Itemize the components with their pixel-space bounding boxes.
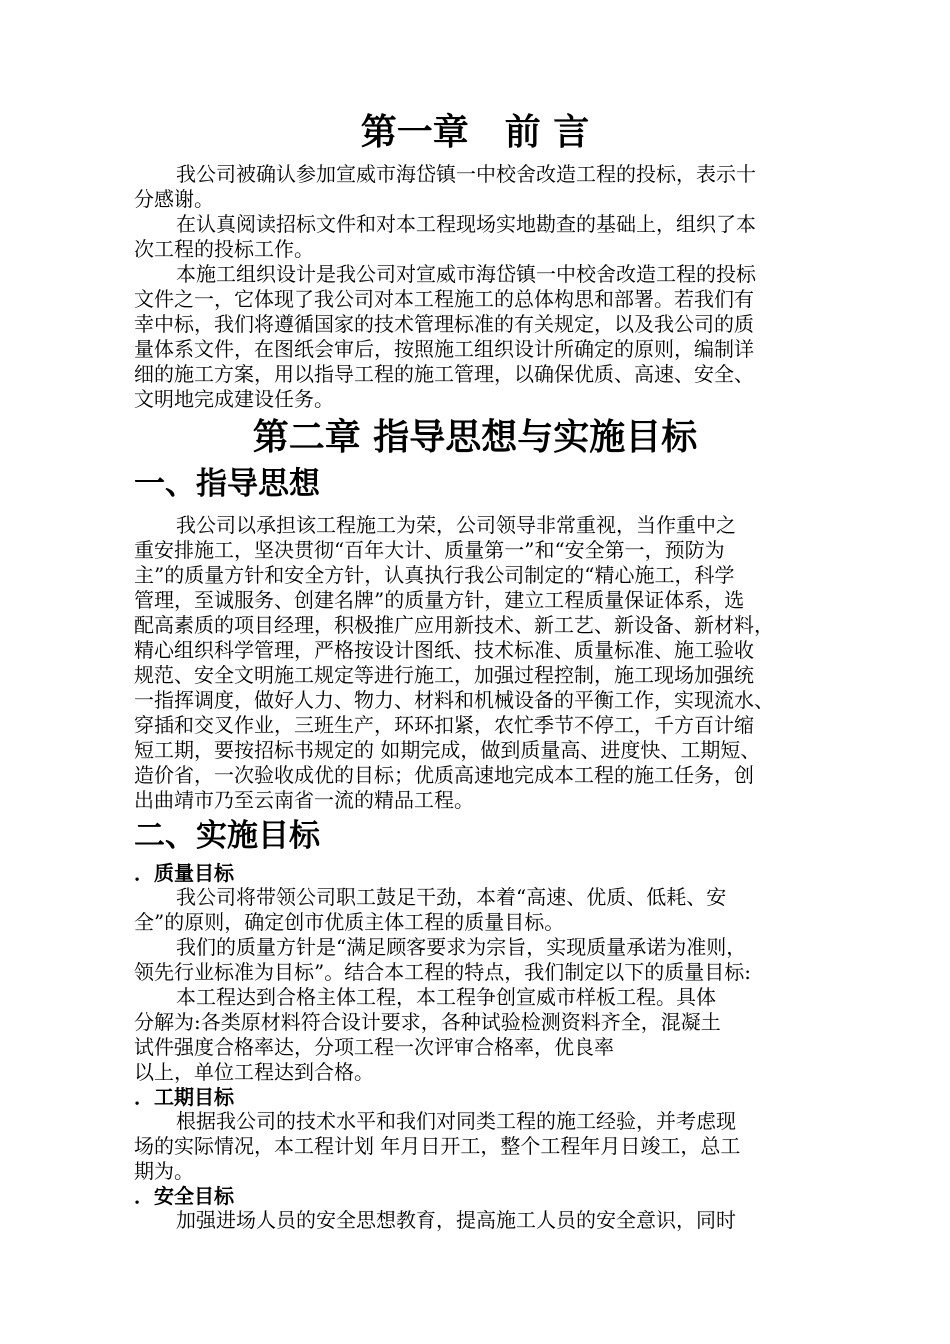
- paragraph-line: 精心组织科学管理，严格按设计图纸、技术标准、质量标准、施工验收: [134, 638, 754, 662]
- paragraph-line: 领先行业标准为目标”。结合本工程的特点，我们制定以下的质量目标:: [134, 960, 751, 984]
- paragraph-line: 短工期，要按招标书规定的 如期完成，做到质量高、进度快、工期短、: [134, 738, 761, 762]
- paragraph-line: 分解为:各类原材料符合设计要求，各种试验检测资料齐全，混凝土: [134, 1010, 721, 1034]
- paragraph-line: 规范、安全文明施工规定等进行施工，加强过程控制，施工现场加强统: [134, 663, 754, 687]
- paragraph-line: 次工程的投标工作。: [134, 237, 314, 261]
- paragraph-line: 期为。: [134, 1159, 194, 1183]
- paragraph-line: 我公司被确认参加宣威市海岱镇一中校舍改造工程的投标，表示十: [176, 162, 756, 186]
- paragraph-line: 场的实际情况，本工程计划 年月日开工，整个工程年月日竣工，总工: [134, 1134, 741, 1158]
- paragraph-line: 重安排施工，坚决贯彻“百年大计、质量第一”和“安全第一，预防为: [134, 538, 725, 562]
- paragraph-line: 本施工组织设计是我公司对宣威市海岱镇一中校舍改造工程的投标: [176, 262, 756, 286]
- paragraph-line: 以上，单位工程达到合格。: [134, 1060, 374, 1084]
- paragraph-line: 分感谢。: [134, 187, 214, 211]
- paragraph-line: 出曲靖市乃至云南省一流的精品工程。: [134, 788, 474, 812]
- quality-target-heading: ．质量目标: [134, 861, 234, 885]
- paragraph-line: 文明地完成建设任务。: [134, 387, 334, 411]
- paragraph-line: 造价省，一次验收成优的目标；优质高速地完成本工程的施工任务，创: [134, 763, 754, 787]
- paragraph-line: 本工程达到合格主体工程，本工程争创宣威市样板工程。具体: [176, 985, 716, 1009]
- paragraph-line: 我公司将带领公司职工鼓足干劲，本着“高速、优质、低耗、安: [176, 885, 727, 909]
- paragraph-line: 在认真阅读招标文件和对本工程现场实地勘查的基础上，组织了本: [176, 212, 756, 236]
- paragraph-line: 我公司以承担该工程施工为荣，公司领导非常重视，当作重中之: [176, 513, 736, 537]
- paragraph-line: 试件强度合格率达，分项工程一次评审合格率，优良率: [134, 1035, 614, 1059]
- safety-target-heading: ．安全目标: [134, 1184, 234, 1208]
- paragraph-line: 加强进场人员的安全思想教育，提高施工人员的安全意识，同时: [176, 1208, 736, 1232]
- paragraph-line: 我们的质量方针是“满足顾客要求为宗旨，实现质量承诺为准则，: [176, 935, 747, 959]
- paragraph-line: 管理，至诚服务、创建名牌”的质量方针，建立工程质量保证体系，选: [134, 588, 745, 612]
- section-2-title: 二、实施目标: [134, 818, 320, 854]
- section-1-title: 一、指导思想: [134, 466, 320, 502]
- paragraph-line: 一指挥调度，做好人力、物力、材料和机械设备的平衡工作，实现流水、: [134, 688, 774, 712]
- paragraph-line: 穿插和交叉作业，三班生产，环环扣紧，农忙季节不停工，千方百计缩: [134, 713, 754, 737]
- schedule-target-heading: ．工期目标: [134, 1085, 234, 1109]
- paragraph-line: 主”的质量方针和安全方针，认真执行我公司制定的“精心施工，科学: [134, 563, 735, 587]
- paragraph-line: 根据我公司的技术水平和我们对同类工程的施工经验，并考虑现: [176, 1109, 736, 1133]
- paragraph-line: 细的施工方案，用以指导工程的施工管理，以确保优质、高速、安全、: [134, 362, 754, 386]
- chapter-2-title: 第二章 指导思想与实施目标: [252, 417, 698, 458]
- paragraph-line: 全”的原则，确定创市优质主体工程的质量目标。: [134, 910, 565, 934]
- paragraph-line: 量体系文件，在图纸会审后，按照施工组织设计所确定的原则，编制详: [134, 337, 754, 361]
- paragraph-line: 幸中标，我们将遵循国家的技术管理标准的有关规定，以及我公司的质: [134, 312, 754, 336]
- paragraph-line: 配高素质的项目经理，积极推广应用新技术、新工艺、新设备、新材料，: [134, 613, 774, 637]
- chapter-1-title: 第一章 前 言: [360, 112, 590, 153]
- paragraph-line: 文件之一，它体现了我公司对本工程施工的总体构思和部署。若我们有: [134, 287, 754, 311]
